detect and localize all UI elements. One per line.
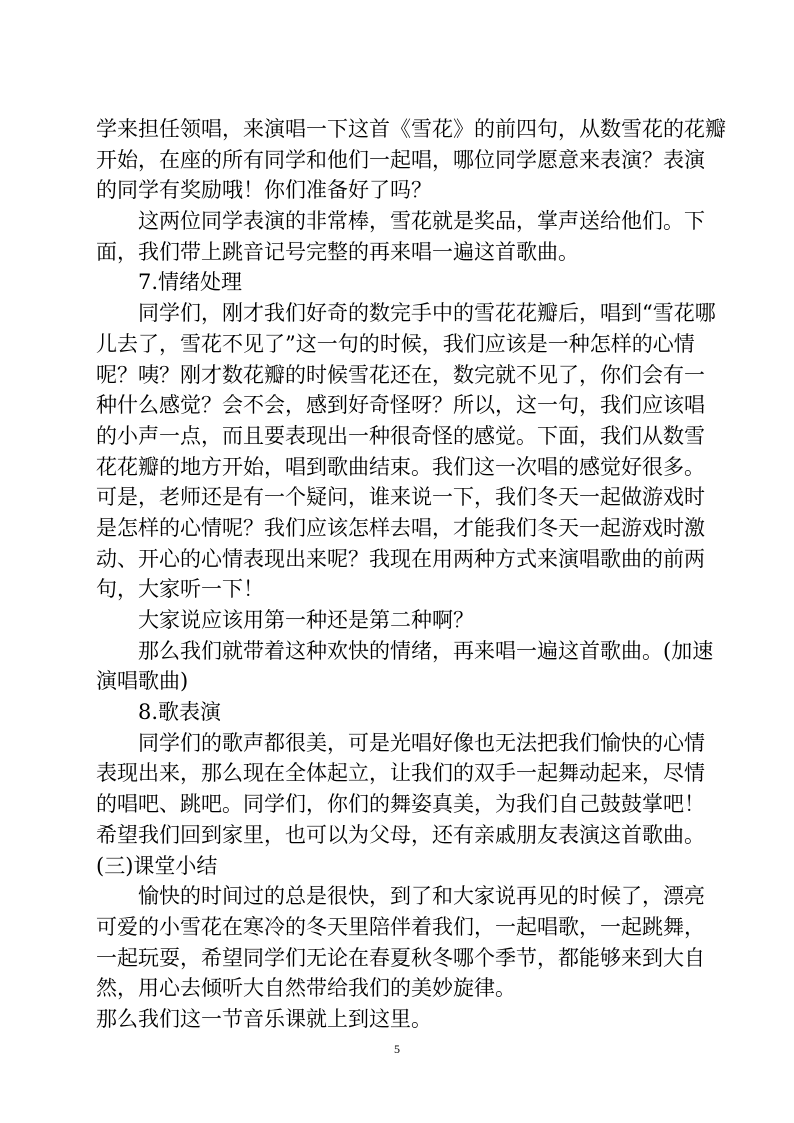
paragraph-line: 那么我们这一节音乐课就上到这里。 — [96, 1006, 432, 1031]
page-number: 5 — [394, 1042, 400, 1056]
paragraph-line: 然，用心去倾听大自然带给我们的美妙旋律。 — [96, 976, 516, 1001]
paragraph-line: 愉快的时间过的总是很快，到了和大家说再见的时候了，漂亮 — [138, 884, 705, 909]
paragraph-line: 演唱歌曲) — [96, 669, 189, 694]
paragraph-line: 句，大家听一下！ — [96, 577, 264, 602]
document-body — [96, 114, 726, 1035]
paragraph-line: 种什么感觉？会不会，感到好奇怪呀？所以，这一句，我们应该唱 — [96, 393, 705, 418]
paragraph-line: 希望我们回到家里，也可以为父母，还有亲戚朋友表演这首歌曲。 — [96, 822, 705, 847]
paragraph-line: 开始，在座的所有同学和他们一起唱，哪位同学愿意来表演？表演 — [96, 147, 705, 172]
paragraph-line: 呢？咦？刚才数花瓣的时候雪花还在，数完就不见了，你们会有一 — [96, 362, 705, 387]
paragraph-line: 同学们，刚才我们好奇的数完手中的雪花花瓣后，唱到“雪花哪 — [138, 301, 716, 326]
section-heading-emotion: 7.情绪处理 — [138, 270, 243, 295]
paragraph-line: 可爱的小雪花在寒冷的冬天里陪伴着我们，一起唱歌，一起跳舞， — [96, 914, 705, 939]
paragraph-line: 一起玩耍，希望同学们无论在春夏秋冬哪个季节，都能够来到大自 — [96, 945, 705, 970]
paragraph-line: 的小声一点，而且要表现出一种很奇怪的感觉。下面，我们从数雪 — [96, 423, 705, 448]
paragraph-line: 的唱吧、跳吧。同学们，你们的舞姿真美，为我们自己鼓鼓掌吧！ — [96, 792, 705, 817]
paragraph-line: 同学们的歌声都很美，可是光唱好像也无法把我们愉快的心情 — [138, 730, 705, 755]
paragraph-line: 学来担任领唱，来演唱一下这首《雪花》的前四句，从数雪花的花瓣 — [96, 117, 726, 141]
section-heading-summary: (三)课堂小结 — [96, 853, 218, 878]
paragraph-line: 表现出来，那么现在全体起立，让我们的双手一起舞动起来，尽情 — [96, 761, 705, 786]
paragraph-line: 那么我们就带着这种欢快的情绪，再来唱一遍这首歌曲。(加速 — [138, 638, 714, 663]
paragraph-line: 可是，老师还是有一个疑问，谁来说一下，我们冬天一起做游戏时 — [96, 485, 705, 510]
paragraph-line: 动、开心的心情表现出来呢？我现在用两种方式来演唱歌曲的前两 — [96, 546, 705, 571]
paragraph-line: 大家说应该用第一种还是第二种啊？ — [138, 608, 474, 632]
paragraph-line: 花花瓣的地方开始，唱到歌曲结束。我们这一次唱的感觉好很多。 — [96, 454, 705, 479]
paragraph-line: 的同学有奖励哦！你们准备好了吗？ — [96, 178, 432, 203]
paragraph-line: 儿去了，雪花不见了”这一句的时候，我们应该是一种怎样的心情 — [96, 331, 695, 356]
paragraph-line: 面，我们带上跳音记号完整的再来唱一遍这首歌曲。 — [96, 239, 579, 264]
section-heading-song-performance: 8.歌表演 — [138, 700, 222, 725]
paragraph-line: 是怎样的心情呢？我们应该怎样去唱，才能我们冬天一起游戏时激 — [96, 515, 705, 540]
paragraph-line: 这两位同学表演的非常棒，雪花就是奖品，掌声送给他们。下 — [138, 209, 705, 234]
